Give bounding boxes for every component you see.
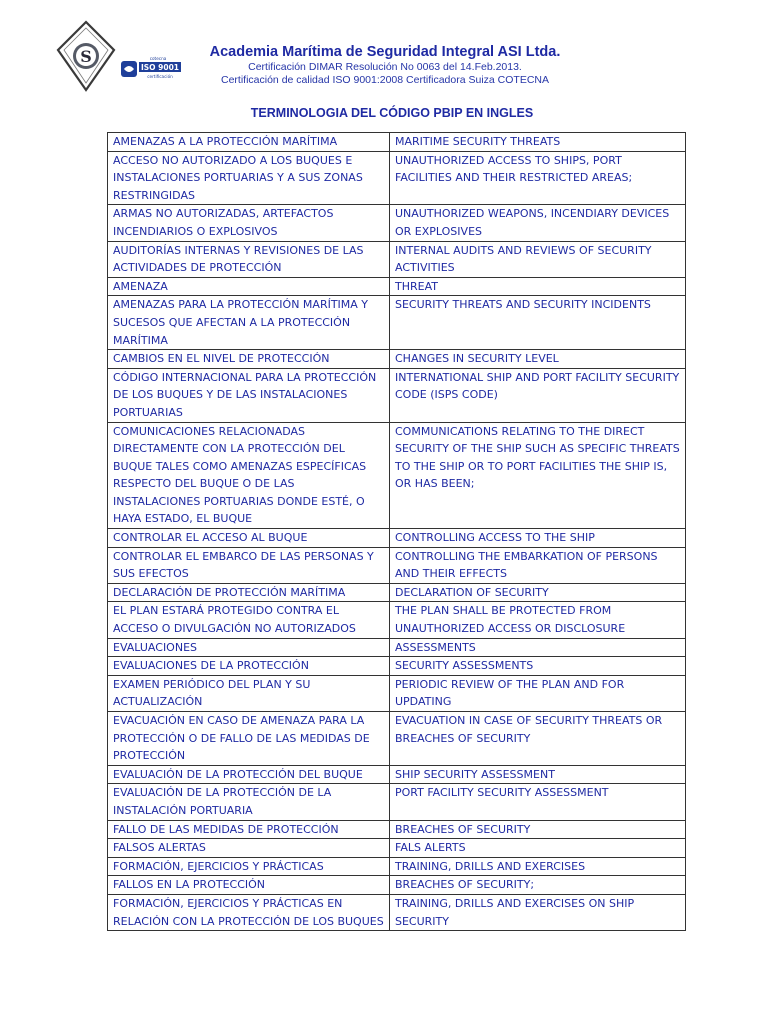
spanish-term: EVALUACIONES DE LA PROTECCIÓN [108, 657, 390, 676]
spanish-term: AMENAZAS PARA LA PROTECCIÓN MARÍTIMA Y SUCESOS QUE AFECTAN A LA PROTECCIÓN MARÍTIMA [108, 296, 390, 350]
english-term: INTERNAL AUDITS AND REVIEWS OF SECURITY ACTIVITIES [390, 241, 686, 277]
table-row [108, 241, 686, 277]
spanish-term: COMUNICACIONES RELACIONADAS DIRECTAMENTE CON LA PROTECCIÓN DEL BUQUE TALES COMO AMENAZAS ESPECÍFICAS RESPECTO DEL BUQUE O DE LAS INSTALACIONES PORTUARIAS DONDE ESTÉ, O HAYA ESTADO, EL BUQUE [108, 422, 390, 529]
spanish-term: AMENAZA [108, 277, 390, 296]
table-row [108, 638, 686, 657]
table-row [108, 602, 686, 638]
spanish-term: FORMACIÓN, EJERCICIOS Y PRÁCTICAS [108, 857, 390, 876]
logo-letter: S [80, 47, 92, 66]
academy-name: Academia Marítima de Seguridad Integral ASI Ltda. [209, 44, 561, 60]
english-term: SECURITY THREATS AND SECURITY INCIDENTS [390, 296, 686, 350]
spanish-term: CÓDIGO INTERNACIONAL PARA LA PROTECCIÓN DE LOS BUQUES Y DE LAS INSTALACIONES PORTUARIAS [108, 368, 390, 422]
spanish-term: ACCESO NO AUTORIZADO A LOS BUQUES E INSTALACIONES PORTUARIAS Y A SUS ZONAS RESTRINGIDAS [108, 151, 390, 205]
table-row [108, 839, 686, 858]
iso-top-text: cotecna [149, 56, 167, 61]
spanish-term: EL PLAN ESTARÁ PROTEGIDO CONTRA EL ACCESO O DIVULGACIÓN NO AUTORIZADOS [108, 602, 390, 638]
table-row [108, 277, 686, 296]
spanish-term: EVALUACIÓN DE LA PROTECCIÓN DE LA INSTALACIÓN PORTUARIA [108, 784, 390, 820]
document-title: TERMINOLOGIA DEL CÓDIGO PBIP EN INGLES [250, 106, 534, 120]
english-term: INTERNATIONAL SHIP AND PORT FACILITY SECURITY CODE (ISPS CODE) [390, 368, 686, 422]
english-term: BREACHES OF SECURITY [390, 820, 686, 839]
spanish-term: FORMACIÓN, EJERCICIOS Y PRÁCTICAS EN RELACIÓN CON LA PROTECCIÓN DE LOS BUQUES [108, 894, 390, 930]
english-term: ASSESSMENTS [390, 638, 686, 657]
english-term: FALS ALERTS [390, 839, 686, 858]
iso-9001-logo [120, 54, 182, 80]
table-row [108, 547, 686, 583]
english-term: DECLARATION OF SECURITY [390, 583, 686, 602]
table-row [108, 296, 686, 350]
spanish-term: EVALUACIÓN DE LA PROTECCIÓN DEL BUQUE [108, 765, 390, 784]
iso-mid-text: ISO 9001 [140, 63, 180, 72]
table-row [108, 657, 686, 676]
terminology-table [107, 132, 686, 931]
table-row [108, 857, 686, 876]
english-term: BREACHES OF SECURITY; [390, 876, 686, 895]
table-row [108, 876, 686, 895]
spanish-term: CAMBIOS EN EL NIVEL DE PROTECCIÓN [108, 350, 390, 369]
iso-certification: Certificación de calidad ISO 9001:2008 Certificadora Suiza COTECNA [221, 74, 549, 86]
spanish-term: EXAMEN PERIÓDICO DEL PLAN Y SU ACTUALIZACIÓN [108, 675, 390, 711]
spanish-term: DECLARACIÓN DE PROTECCIÓN MARÍTIMA [108, 583, 390, 602]
spanish-term: EVALUACIONES [108, 638, 390, 657]
english-term: THE PLAN SHALL BE PROTECTED FROM UNAUTHORIZED ACCESS OR DISCLOSURE [390, 602, 686, 638]
spanish-term: AUDITORÍAS INTERNAS Y REVISIONES DE LAS ACTIVIDADES DE PROTECCIÓN [108, 241, 390, 277]
english-term: TRAINING, DRILLS AND EXERCISES [390, 857, 686, 876]
table-row [108, 675, 686, 711]
letterhead [190, 44, 580, 87]
english-term: SECURITY ASSESSMENTS [390, 657, 686, 676]
dimar-certification: Certificación DIMAR Resolución No 0063 del 14.Feb.2013. [248, 61, 522, 73]
table-row [108, 422, 686, 529]
english-term: TRAINING, DRILLS AND EXERCISES ON SHIP SECURITY [390, 894, 686, 930]
english-term: COMMUNICATIONS RELATING TO THE DIRECT SECURITY OF THE SHIP SUCH AS SPECIFIC THREATS TO THE SHIP OR TO PORT FACILITIES THE SHIP IS, OR HAS BEEN; [390, 422, 686, 529]
spanish-term: ARMAS NO AUTORIZADAS, ARTEFACTOS INCENDIARIOS O EXPLOSIVOS [108, 205, 390, 241]
spanish-term: CONTROLAR EL ACCESO AL BUQUE [108, 529, 390, 548]
table-row [108, 368, 686, 422]
table-row [108, 784, 686, 820]
english-term: UNAUTHORIZED ACCESS TO SHIPS, PORT FACILITIES AND THEIR RESTRICTED AREAS; [390, 151, 686, 205]
spanish-term: FALLO DE LAS MEDIDAS DE PROTECCIÓN [108, 820, 390, 839]
english-term: MARITIME SECURITY THREATS [390, 133, 686, 152]
english-term: UNAUTHORIZED WEAPONS, INCENDIARY DEVICES OR EXPLOSIVES [390, 205, 686, 241]
table-row [108, 820, 686, 839]
english-term: SHIP SECURITY ASSESSMENT [390, 765, 686, 784]
english-term: THREAT [390, 277, 686, 296]
spanish-term: AMENAZAS A LA PROTECCIÓN MARÍTIMA [108, 133, 390, 152]
table-row [108, 151, 686, 205]
english-term: PERIODIC REVIEW OF THE PLAN AND FOR UPDATING [390, 675, 686, 711]
academy-logo [56, 20, 116, 92]
table-row [108, 894, 686, 930]
table-row [108, 133, 686, 152]
english-term: CHANGES IN SECURITY LEVEL [390, 350, 686, 369]
spanish-term: EVACUACIÓN EN CASO DE AMENAZA PARA LA PROTECCIÓN O DE FALLO DE LAS MEDIDAS DE PROTECCIÓN [108, 712, 390, 766]
spanish-term: FALSOS ALERTAS [108, 839, 390, 858]
spanish-term: FALLOS EN LA PROTECCIÓN [108, 876, 390, 895]
table-row [108, 712, 686, 766]
english-term: CONTROLLING THE EMBARKATION OF PERSONS AND THEIR EFFECTS [390, 547, 686, 583]
table-row [108, 205, 686, 241]
english-term: CONTROLLING ACCESS TO THE SHIP [390, 529, 686, 548]
table-row [108, 765, 686, 784]
table-row [108, 529, 686, 548]
english-term: EVACUATION IN CASE OF SECURITY THREATS OR BREACHES OF SECURITY [390, 712, 686, 766]
english-term: PORT FACILITY SECURITY ASSESSMENT [390, 784, 686, 820]
iso-bottom-text: certificación [147, 74, 173, 79]
table-row [108, 350, 686, 369]
table-row [108, 583, 686, 602]
terminology-table-body [108, 133, 686, 931]
spanish-term: CONTROLAR EL EMBARCO DE LAS PERSONAS Y SUS EFECTOS [108, 547, 390, 583]
